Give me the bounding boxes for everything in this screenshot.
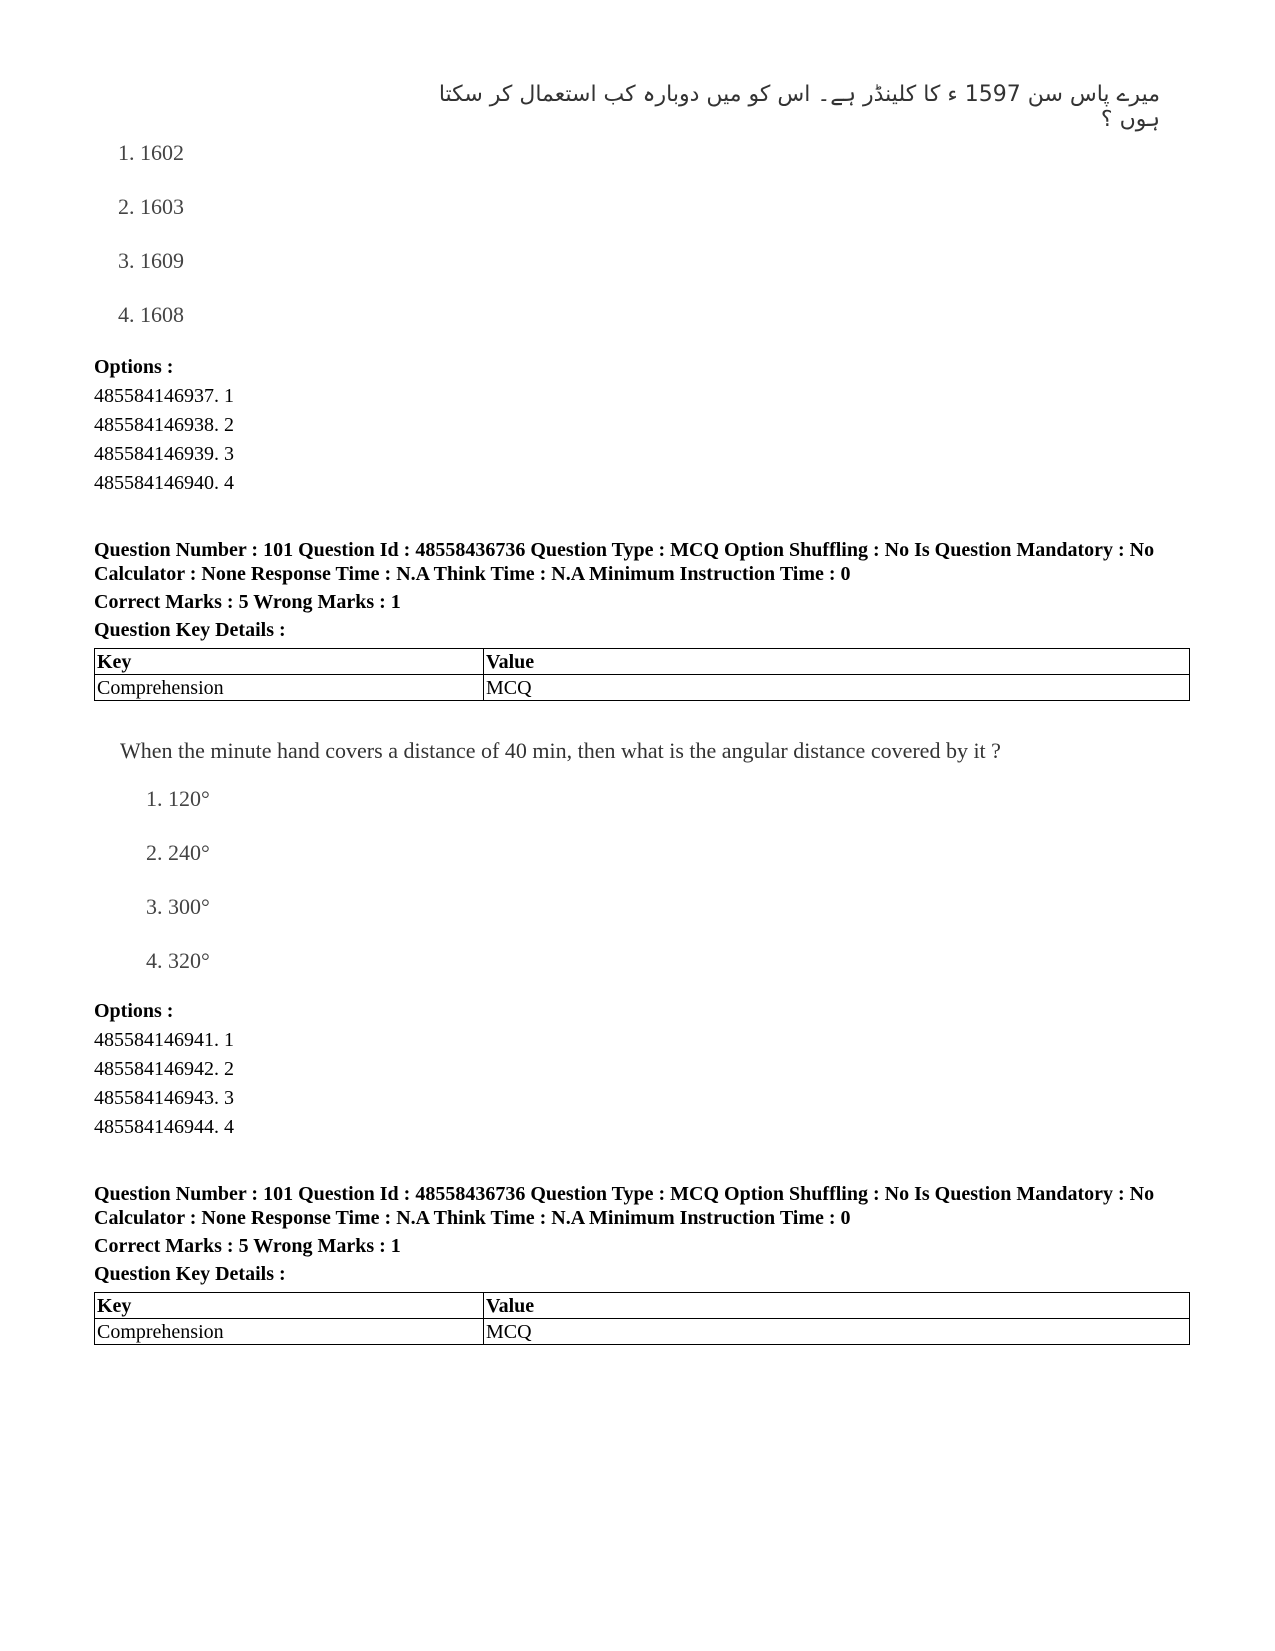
choice-2: 2. 240° (146, 840, 210, 865)
table-header-row (95, 1293, 1190, 1319)
table-cell-value: MCQ (484, 1319, 1190, 1345)
choice-3: 3. 1609 (118, 248, 184, 273)
key-details-label: Question Key Details : (94, 619, 286, 641)
key-details-table (94, 1292, 1190, 1345)
table-cell-key: Comprehension (95, 1319, 484, 1345)
choice-4: 4. 1608 (118, 302, 184, 327)
option-id-3: 485584146939. 3 (94, 443, 234, 465)
question-meta: Question Number : 101 Question Id : 48558436736 Question Type : MCQ Option Shuffling : No Is Question Mandatory : No Calculator : None Response Time : N.A Think Time : N.A Minimum Instruction Time : 0 (94, 539, 1155, 585)
key-details-label: Question Key Details : (94, 1263, 286, 1285)
choice-4: 4. 320° (146, 948, 210, 973)
options-label: Options : (94, 356, 174, 378)
table-row (95, 675, 1190, 701)
table-cell-value: MCQ (484, 675, 1190, 701)
choice-2: 2. 1603 (118, 194, 184, 219)
question-meta: Question Number : 101 Question Id : 48558436736 Question Type : MCQ Option Shuffling : No Is Question Mandatory : No Calculator : None Response Time : N.A Think Time : N.A Minimum Instruction Time : 0 (94, 1183, 1155, 1229)
option-id-1: 485584146937. 1 (94, 385, 234, 407)
key-details-table (94, 648, 1190, 701)
option-id-2: 485584146942. 2 (94, 1058, 234, 1080)
option-id-1: 485584146941. 1 (94, 1029, 234, 1051)
table-row (95, 1319, 1190, 1345)
option-id-4: 485584146944. 4 (94, 1116, 234, 1138)
table-header-value: Value (484, 649, 1190, 675)
choice-3: 3. 300° (146, 894, 210, 919)
choice-1: 1. 1602 (118, 140, 184, 165)
option-id-2: 485584146938. 2 (94, 414, 234, 436)
table-header-value: Value (484, 1293, 1190, 1319)
table-header-key: Key (95, 649, 484, 675)
option-id-4: 485584146940. 4 (94, 472, 234, 494)
choice-1: 1. 120° (146, 786, 210, 811)
marks-line: Correct Marks : 5 Wrong Marks : 1 (94, 591, 401, 613)
table-header-key: Key (95, 1293, 484, 1319)
table-cell-key: Comprehension (95, 675, 484, 701)
option-id-3: 485584146943. 3 (94, 1087, 234, 1109)
question-text-urdu: میرے پاس سن 1597 ء کا کلینڈر ہے۔ اس کو میں دوبارہ کب استعمال کر سکتا ہوں ؟ (438, 82, 1160, 132)
marks-line: Correct Marks : 5 Wrong Marks : 1 (94, 1235, 401, 1257)
options-label: Options : (94, 1000, 174, 1022)
question-text-english: When the minute hand covers a distance of 40 min, then what is the angular distance covered by it ? (120, 738, 1001, 763)
table-header-row (95, 649, 1190, 675)
